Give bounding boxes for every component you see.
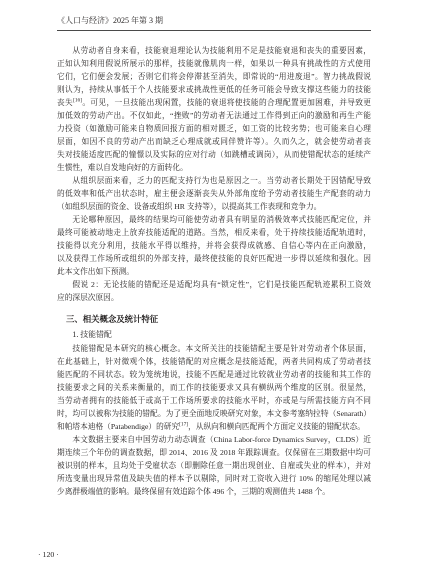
text-line: 从组织层面来看，乏力的匹配支持行为也是原因之一。当劳动者长期处于因错配导致 — [72, 176, 371, 185]
text-line: 假说 2：无论技能的错配还是适配均具有“锁定性”，它们是技能匹配轨迹累积工资效 — [72, 280, 371, 289]
text-segment: 丧失 — [57, 98, 74, 107]
body-paragraph — [57, 44, 371, 174]
header-rule — [57, 30, 371, 31]
body-paragraph — [57, 213, 371, 278]
page-number: · 120 · — [38, 550, 59, 559]
text-line: 的低效率和低产出状态时，雇主便会逐渐丧失从外部角度给予劳动者技能生产配套的动力 — [57, 189, 371, 198]
running-header: 《人口与经济》2025 年第 3 期 — [57, 16, 163, 25]
text-line: 技能得以充分利用，技能水平得以维持，并将会获得成就感、自信心等内在正向激励， — [57, 241, 371, 250]
text-line: （如组织层面的资金、设备或组织 HR 支持等），以提高其工作表现和竞争力。 — [57, 202, 322, 211]
text-line: 层面，如因不良的劳动产出而缺乏心理成就或同伴赞许等）。久而久之，就会使劳动者丧 — [57, 137, 371, 146]
citation-ref: [16] — [73, 97, 83, 104]
body-paragraph — [57, 433, 371, 498]
text-line — [57, 96, 371, 109]
text-line: 所选变量出现异常值及缺失值的样本予以剔除，同时对工资收入进行 10% 的缩尾处理以减 — [57, 474, 371, 483]
text-line: 以及获得工作场所或组织的外部支持，最终使技能的良好匹配进一步得以延续和强化。因 — [57, 254, 371, 263]
text-segment: ，从纵向和横向匹配两个方面定义技能的错配状态。 — [188, 422, 365, 431]
text-line: 失对技能适度匹配的憧憬以及实际的应对行动（如跳槽或调岗），从而使错配状态的延续产 — [57, 150, 371, 159]
text-line: 在此基础上，针对微观个体，技能错配的对应概念是技能适配，两者共同构成了劳动者技 — [57, 357, 371, 366]
text-line: 应的深层次原因。 — [57, 293, 119, 302]
text-line: 少离群极端值的影响。最终保留有效追踪个体 496 个，三期的观测值共 1488 个。 — [57, 487, 330, 496]
text-line: 能匹配的不同状态。较为笼统地说，技能不匹配是通过比较就业劳动者的技能和其工作的 — [57, 370, 371, 379]
text-line: 力投资（如激励可能来自物质回报方面的相对匮乏，如工资的比较劣势；也可能来自心理 — [57, 124, 371, 133]
text-line: 此本文作出如下预测。 — [57, 267, 134, 276]
text-line: 技能要求之间的关系来衡量的，而工作的技能要求又具有横纵两个维度的区别。很显然， — [57, 383, 371, 392]
body-paragraph — [57, 342, 371, 433]
text-line — [57, 420, 371, 433]
body-text — [57, 44, 371, 498]
text-line: 最终可能被动地走上放弃技能适配的道路。当然，相反来看，处于持续技能适配轨道时， — [57, 228, 371, 237]
text-line: 则认为，持续从事低于个人技能要求或挑战性更低的任务可能会导致支撑这些能力的技能 — [57, 85, 371, 94]
subsection-heading: 1. 技能错配 — [72, 330, 112, 339]
text-line: 技能错配是本研究的核心概念。本文所关注的技能错配主要是针对劳动者个体层面， — [72, 344, 371, 353]
text-segment: 和帕塔本迪格（Patabendige）的研究 — [57, 422, 180, 431]
section-heading: 三、相关概念及统计特征 — [66, 314, 159, 324]
text-line: 从劳动者自身来看，技能衰退理论认为技能利用不足是技能衰退和丧失的重要因素， — [72, 46, 371, 55]
text-line: 时，均可以被称为技能的错配。为了更全面地反映研究对象，本文参考塞纳拉特（Senarath） — [57, 409, 371, 418]
text-line: 加低效的劳动产出。不仅如此，“挫败”的劳动者无法通过工作得到正向的激励和再生产能 — [57, 111, 371, 120]
text-line: 它们，它们便会发展；否则它们将会停滞甚至消失，即常说的“用进废退”。智力挑战假说 — [57, 72, 371, 81]
body-paragraph — [57, 174, 371, 213]
citation-ref: [17] — [179, 421, 189, 428]
text-line: 本文数据主要来自中国劳动力动态调查（China Labor-force Dynamics Survey，CLDS）近 — [72, 435, 371, 444]
text-line: 期连续三个年份的调查数据，即 2014、2016 及 2018 年跟踪调查。仅保留在三期数据中均可 — [57, 448, 371, 457]
text-segment: 。可见，一旦技能出现闲置，技能的衰退将使技能的合理配置更加困难，并导致更 — [82, 98, 371, 107]
section-two-conclusion — [57, 44, 371, 304]
text-line: 被识别的样本，且均处于受雇状态（即删除任意一期出现创业、自雇或失业的样本），并对 — [57, 461, 371, 470]
text-line: 正如认知利用假说所展示的那样，技能就像肌肉一样，如果以一种具有挑战性的方式使用 — [57, 59, 371, 68]
text-line: 生惯性，难以自发地向好的方面转化。 — [57, 163, 188, 172]
body-paragraph — [57, 278, 371, 304]
subsection-body — [57, 342, 371, 498]
text-line: 无论哪种原因，最终的结果均可能使劳动者具有明显的消极效率式技能匹配定位，并 — [72, 215, 371, 224]
text-line: 当劳动者拥有的技能低于或高于工作场所要求的技能水平时，亦或是与所需技能方向不同 — [57, 396, 371, 405]
